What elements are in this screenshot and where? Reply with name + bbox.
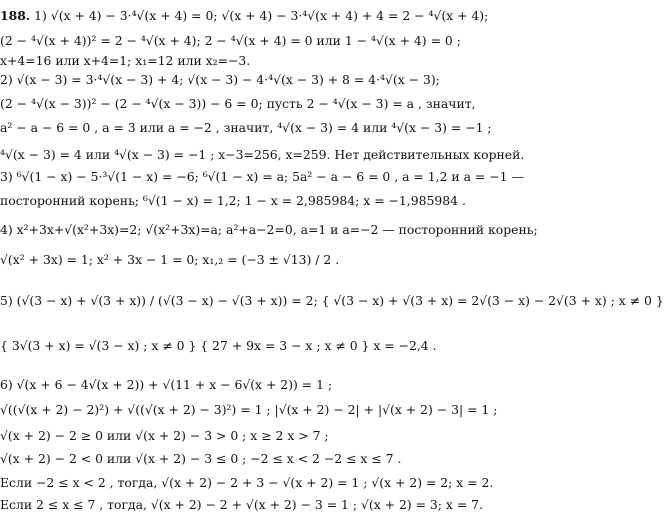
line-8 <box>0 169 524 185</box>
line-16 <box>0 428 474 444</box>
line-18-text: Если −2 ≤ x < 2 , тогда, √(x + 2) − 2 + 3 − √(x + 2) = 1 ; √(x + 2) = 2; x = 2. <box>0 475 494 490</box>
line-16-text: √(x + 2) − 2 ≥ 0 или √(x + 2) − 3 > 0 ; x ≥ 2 x > 7 ; <box>0 428 329 443</box>
line-3-text: x+4=16 или x+4=1; x₁=12 или x₂=−3. <box>0 53 251 68</box>
line-11-text: √(x² + 3x) = 1; x² + 3x − 1 = 0; x₁,₂ = (−3 ± √13) / 2 . <box>0 252 340 267</box>
line-7 <box>0 147 525 163</box>
line-12-text: 5) (√(3 − x) + √(3 + x)) / (√(3 − x) − √(3 + x)) = 2; { √(3 − x) + √(3 + x) = 2√(3 − x) − 2√(3 + x) ; x ≠ 0 } <box>0 293 664 308</box>
line-13 <box>0 336 474 356</box>
line-5 <box>0 96 474 112</box>
line-1 <box>0 8 489 24</box>
line-5-text: (2 − ⁴√(x − 3))² − (2 − ⁴√(x − 3)) − 6 = 0; пусть 2 − ⁴√(x − 3) = a , значит, <box>0 96 476 111</box>
line-2-text: (2 − ⁴√(x + 4))² = 2 − ⁴√(x + 4); 2 − ⁴√(x + 4) = 0 или 1 − ⁴√(x + 4) = 0 ; <box>0 33 461 48</box>
line-1-text: 1) √(x + 4) − 3·⁴√(x + 4) = 0; √(x + 4) − 3·⁴√(x + 4) + 4 = 2 − ⁴√(x + 4); <box>34 8 489 23</box>
line-9 <box>0 193 474 209</box>
problem-number: 188. <box>0 8 31 23</box>
line-2 <box>0 33 474 49</box>
line-8-text: 3) ⁶√(1 − x) − 5·³√(1 − x) = −6; ⁶√(1 − x) = a; 5a² − a − 6 = 0 , a = 1,2 и a = −1 — <box>0 169 524 184</box>
line-4-text: 2) √(x − 3) = 3·⁴√(x − 3) + 4; √(x − 3) − 4·⁴√(x − 3) + 8 = 4·⁴√(x − 3); <box>0 72 440 87</box>
line-3 <box>0 53 474 69</box>
line-17 <box>0 451 474 467</box>
line-6 <box>0 120 492 136</box>
line-19 <box>0 497 483 513</box>
line-19-text: Если 2 ≤ x ≤ 7 , тогда, √(x + 2) − 2 + √(x + 2) − 3 = 1 ; √(x + 2) = 3; x = 7. <box>0 497 483 512</box>
line-17-text: √(x + 2) − 2 < 0 или √(x + 2) − 3 ≤ 0 ; −2 ≤ x < 2 −2 ≤ x ≤ 7 . <box>0 451 402 466</box>
line-10 <box>0 222 538 238</box>
line-4 <box>0 72 474 88</box>
line-13-text: { 3√(3 + x) = √(3 − x) ; x ≠ 0 } { 27 + 9x = 3 − x ; x ≠ 0 } x = −2,4 . <box>0 338 437 353</box>
line-9-text: посторонний корень; ⁶√(1 − x) = 1,2; 1 − x = 2,985984; x = −1,985984 . <box>0 193 466 208</box>
line-10-text: 4) x²+3x+√(x²+3x)=2; √(x²+3x)=a; a²+a−2=0, a=1 и a=−2 — посторонний корень; <box>0 222 538 237</box>
line-15-text: √((√(x + 2) − 2)²) + √((√(x + 2) − 3)²) = 1 ; |√(x + 2) − 2| + |√(x + 2) − 3| = 1 ; <box>0 402 498 417</box>
line-6-text: a² − a − 6 = 0 , a = 3 или a = −2 , значит, ⁴√(x − 3) = 4 или ⁴√(x − 3) = −1 ; <box>0 120 492 135</box>
line-7-text: ⁴√(x − 3) = 4 или ⁴√(x − 3) = −1 ; x−3=256, x=259. Нет действительных корней. <box>0 147 525 162</box>
line-18 <box>0 475 494 491</box>
line-14-text: 6) √(x + 6 − 4√(x + 2)) + √(11 + x − 6√(x + 2)) = 1 ; <box>0 377 333 392</box>
line-15 <box>0 402 498 418</box>
line-11 <box>0 250 474 270</box>
line-14 <box>0 377 474 393</box>
line-12 <box>0 291 664 311</box>
